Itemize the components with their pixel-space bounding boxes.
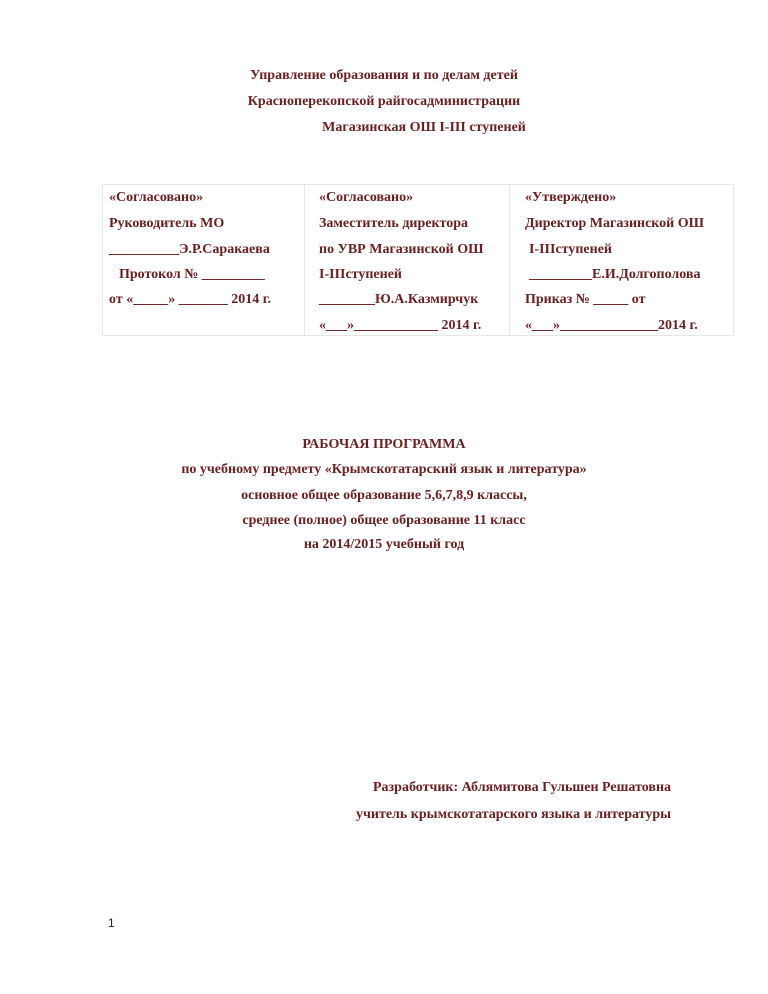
c3-line-5: «___»______________2014 г. [525,318,698,333]
approval-column-deputy [304,185,510,335]
c2-line-1: Заместитель директора [319,216,469,231]
c2-line-2: по УВР Магазинской ОШ [319,242,484,257]
c2-line-3: I-IIIступеней [319,267,402,282]
c2-line-4: ________Ю.А.Казмирчук [319,292,479,307]
program-title: РАБОЧАЯ ПРОГРАММА [302,437,466,452]
c1-line-3: Протокол № _________ [119,267,265,282]
approval-column-director [509,185,733,335]
c3-line-2: I-IIIступеней [529,242,612,257]
c3-line-1: Директор Магазинской ОШ [525,216,704,231]
program-basic-education: основное общее образование 5,6,7,8,9 классы, [241,488,527,503]
c1-line-2: __________Э.Р.Саракаева [109,242,270,257]
header-line-2: Красноперекопской райгосадминистрации [247,94,521,109]
program-academic-year: на 2014/2015 учебный год [303,537,465,552]
c1-line-4: от «_____» _______ 2014 г. [109,292,271,307]
c2-line-0: «Согласовано» [319,190,414,205]
c3-line-4: Приказ № _____ от [525,292,646,307]
developer-role: учитель крымскотатарского языка и литературы [356,807,672,822]
approval-column-mo [103,185,305,335]
c1-line-0: «Согласовано» [109,190,204,205]
developer-name: Разработчик: Аблямитова Гульшен Решатовна [373,780,672,795]
header-line-3: Магазинская ОШ I-III ступеней [322,120,526,135]
approval-table [102,184,734,336]
program-subject: по учебному предмету «Крымскотатарский язык и литература» [181,462,587,477]
c3-line-0: «Утверждено» [525,190,617,205]
header-line-1: Управление образования и по делам детей [250,68,518,83]
program-secondary-education: среднее (полное) общее образование 11 класс [242,513,526,528]
c3-line-3: _________Е.И.Долгополова [529,267,701,282]
c1-line-1: Руководитель МО [109,216,225,231]
c2-line-5: «___»____________ 2014 г. [319,318,482,333]
page-number: 1 [108,916,115,930]
